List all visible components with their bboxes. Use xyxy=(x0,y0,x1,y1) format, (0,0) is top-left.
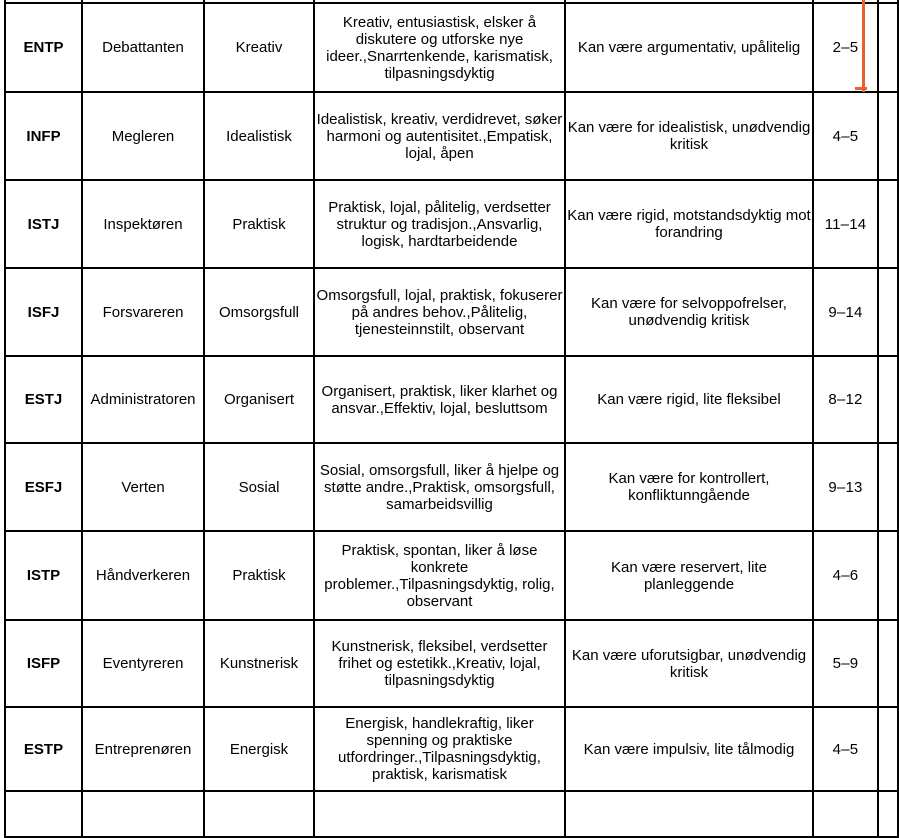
cutoff-edge-cell xyxy=(878,531,898,620)
name-cell: Eventyreren xyxy=(82,620,204,707)
type-cell: ISTJ xyxy=(5,180,82,268)
range-cell: 2–5 xyxy=(813,3,878,92)
type-cell: ESTP xyxy=(5,707,82,791)
trait-cell: Organisert xyxy=(204,356,314,443)
personality-table xyxy=(4,0,899,838)
name-cell: Verten xyxy=(82,443,204,531)
trait-cell: Praktisk xyxy=(204,180,314,268)
cutoff-edge-cell xyxy=(878,620,898,707)
description-cell: Idealistisk, kreativ, verdidrevet, søker harmoni og autentisitet.,Empatisk, lojal, åpen xyxy=(314,92,565,180)
weaknesses-cell: Kan være argumentativ, upålitelig xyxy=(565,3,813,92)
range-cell: 4–5 xyxy=(813,92,878,180)
name-cell: Debattanten xyxy=(82,3,204,92)
range-cell: 4–5 xyxy=(813,707,878,791)
trait-cell: Energisk xyxy=(204,707,314,791)
clipped-bottom-row xyxy=(5,791,898,837)
type-cell: INFP xyxy=(5,92,82,180)
name-cell: Entreprenøren xyxy=(82,707,204,791)
table-row xyxy=(5,620,898,707)
cutoff-edge-cell xyxy=(878,443,898,531)
type-cell: ISTP xyxy=(5,531,82,620)
clipped-cell xyxy=(565,791,813,837)
trait-cell: Idealistisk xyxy=(204,92,314,180)
weaknesses-cell: Kan være rigid, lite fleksibel xyxy=(565,356,813,443)
description-cell: Praktisk, spontan, liker å løse konkrete problemer.,Tilpasningsdyktig, rolig, observant xyxy=(314,531,565,620)
range-cell: 11–14 xyxy=(813,180,878,268)
clipped-cell xyxy=(314,791,565,837)
cutoff-edge-cell xyxy=(878,3,898,92)
name-cell: Håndverkeren xyxy=(82,531,204,620)
type-cell: ESTJ xyxy=(5,356,82,443)
range-cell: 4–6 xyxy=(813,531,878,620)
trait-cell: Sosial xyxy=(204,443,314,531)
weaknesses-cell: Kan være for kontrollert, konfliktunngående xyxy=(565,443,813,531)
weaknesses-cell: Kan være for selvoppofrelser, unødvendig kritisk xyxy=(565,268,813,356)
clipped-cell xyxy=(204,791,314,837)
type-cell: ISFP xyxy=(5,620,82,707)
description-cell: Omsorgsfull, lojal, praktisk, fokuserer på andres behov.,Pålitelig, tjenesteinnstilt, observant xyxy=(314,268,565,356)
name-cell: Administratoren xyxy=(82,356,204,443)
name-cell: Forsvareren xyxy=(82,268,204,356)
selection-highlight xyxy=(862,0,865,92)
trait-cell: Kunstnerisk xyxy=(204,620,314,707)
description-cell: Energisk, handlekraftig, liker spenning og praktiske utfordringer.,Tilpasningsdyktig, praktisk, karismatisk xyxy=(314,707,565,791)
cutoff-edge-cell xyxy=(878,268,898,356)
table-row xyxy=(5,707,898,791)
table-row xyxy=(5,356,898,443)
cutoff-edge-cell xyxy=(878,180,898,268)
weaknesses-cell: Kan være rigid, motstandsdyktig mot forandring xyxy=(565,180,813,268)
clipped-cell xyxy=(5,791,82,837)
description-cell: Praktisk, lojal, pålitelig, verdsetter struktur og tradisjon.,Ansvarlig, logisk, hardtarbeidende xyxy=(314,180,565,268)
description-cell: Kunstnerisk, fleksibel, verdsetter frihet og estetikk.,Kreativ, lojal, tilpasningsdyktig xyxy=(314,620,565,707)
table-row xyxy=(5,443,898,531)
range-cell: 9–13 xyxy=(813,443,878,531)
weaknesses-cell: Kan være uforutsigbar, unødvendig kritisk xyxy=(565,620,813,707)
weaknesses-cell: Kan være reservert, lite planleggende xyxy=(565,531,813,620)
type-cell: ENTP xyxy=(5,3,82,92)
clipped-cell xyxy=(813,791,878,837)
description-cell: Organisert, praktisk, liker klarhet og ansvar.,Effektiv, lojal, besluttsom xyxy=(314,356,565,443)
table-row xyxy=(5,92,898,180)
range-cell: 5–9 xyxy=(813,620,878,707)
type-cell: ISFJ xyxy=(5,268,82,356)
cutoff-edge-cell xyxy=(878,356,898,443)
type-cell: ESFJ xyxy=(5,443,82,531)
name-cell: Inspektøren xyxy=(82,180,204,268)
trait-cell: Praktisk xyxy=(204,531,314,620)
description-cell: Sosial, omsorgsfull, liker å hjelpe og støtte andre.,Praktisk, omsorgsfull, samarbeidsvillig xyxy=(314,443,565,531)
range-cell: 8–12 xyxy=(813,356,878,443)
trait-cell: Omsorgsfull xyxy=(204,268,314,356)
table-body xyxy=(5,3,898,791)
weaknesses-cell: Kan være impulsiv, lite tålmodig xyxy=(565,707,813,791)
name-cell: Megleren xyxy=(82,92,204,180)
selection-highlight-stub xyxy=(855,87,867,90)
weaknesses-cell: Kan være for idealistisk, unødvendig kritisk xyxy=(565,92,813,180)
description-cell: Kreativ, entusiastisk, elsker å diskutere og utforske nye ideer.,Snarrtenkende, karismatisk, tilpasningsdyktig xyxy=(314,3,565,92)
clipped-cell xyxy=(878,791,898,837)
table-row xyxy=(5,3,898,92)
cutoff-edge-cell xyxy=(878,707,898,791)
table-row xyxy=(5,180,898,268)
trait-cell: Kreativ xyxy=(204,3,314,92)
cutoff-edge-cell xyxy=(878,92,898,180)
clipped-cell xyxy=(82,791,204,837)
table-row xyxy=(5,268,898,356)
range-cell: 9–14 xyxy=(813,268,878,356)
table-row xyxy=(5,531,898,620)
